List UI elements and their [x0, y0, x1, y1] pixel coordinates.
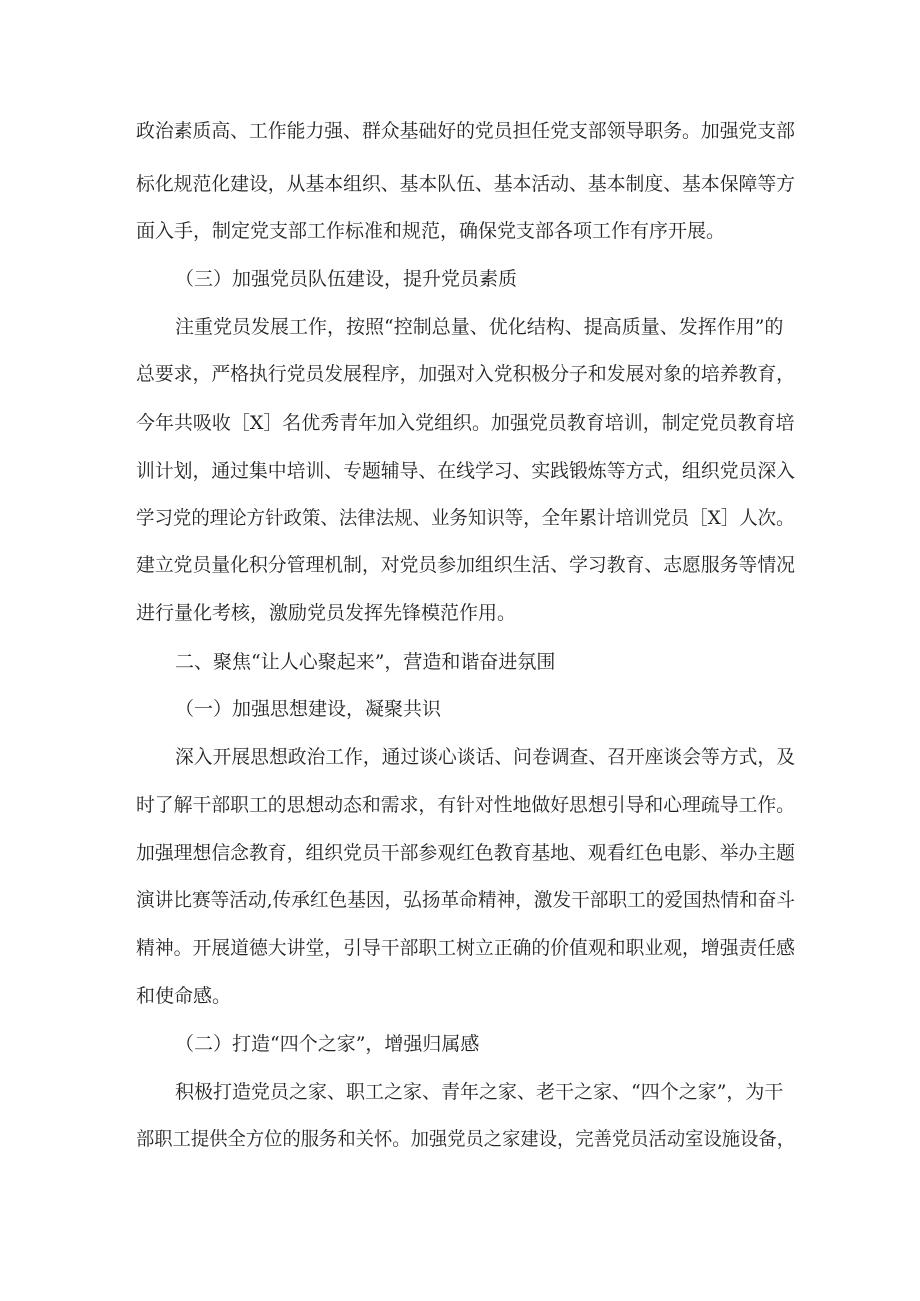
- section-heading: 二、聚焦“让人心聚起来”，营造和谐奋进氛围: [175, 651, 556, 673]
- paragraph-line: 进行量化考核，激励党员发挥先锋模范作用。: [136, 602, 517, 624]
- section-heading: （三）加强党员队伍建设，提升党员素质: [175, 268, 518, 290]
- paragraph-line: 今年共吸收［X］名优秀青年加入党组织。加强党员教育培训，制定党员教育培: [136, 412, 795, 434]
- paragraph-line: 政治素质高、工作能力强、群众基础好的党员担任党支部领导职务。加强党支部: [136, 120, 796, 142]
- paragraph-line: 积极打造党员之家、职工之家、青年之家、老干之家、“四个之家”，为干: [175, 1081, 784, 1103]
- paragraph-line: 面入手，制定党支部工作标准和规范，确保党支部各项工作有序开展。: [136, 220, 726, 242]
- section-heading: （一）加强思想建设，凝聚共识: [175, 698, 442, 720]
- paragraph-line: 建立党员量化积分管理机制，对党员参加组织生活、学习教育、志愿服务等情况: [136, 554, 796, 576]
- paragraph-line: 标化规范化建设，从基本组织、基本队伍、基本活动、基本制度、基本保障等方: [136, 173, 796, 195]
- paragraph-line: 时了解干部职工的思想动态和需求，有针对性地做好思想引导和心理疏导工作。: [136, 794, 796, 816]
- paragraph-line: 深入开展思想政治工作，通过谈心谈话、问卷调查、召开座谈会等方式，及: [175, 746, 796, 768]
- paragraph-line: 训计划，通过集中培训、专题辅导、在线学习、实践锻炼等方式，组织党员深入: [136, 460, 796, 482]
- paragraph-line: 精神。开展道德大讲堂，引导干部职工树立正确的价值观和职业观，增强责任感: [136, 937, 796, 959]
- paragraph-line: 学习党的理论方针政策、法律法规、业务知识等，全年累计培训党员［X］人次。: [136, 507, 795, 529]
- paragraph-line: 总要求，严格执行党员发展程序，加强对入党积极分子和发展对象的培养教育，: [136, 363, 796, 385]
- paragraph-line: 部职工提供全方位的服务和关怀。加强党员之家建设，完善党员活动室设施设备，: [136, 1128, 796, 1150]
- paragraph-line: 注重党员发展工作，按照“控制总量、优化结构、提高质量、发挥作用”的: [175, 316, 784, 338]
- paragraph-line: 和使命感。: [136, 985, 232, 1007]
- section-heading: （二）打造“四个之家”，增强归属感: [175, 1033, 480, 1055]
- paragraph-line: 加强理想信念教育，组织党员干部参观红色教育基地、观看红色电影、举办主题: [136, 842, 796, 864]
- paragraph-line: 演讲比赛等活动,传承红色基因，弘扬革命精神，激发干部职工的爱国热情和奋斗: [136, 889, 796, 911]
